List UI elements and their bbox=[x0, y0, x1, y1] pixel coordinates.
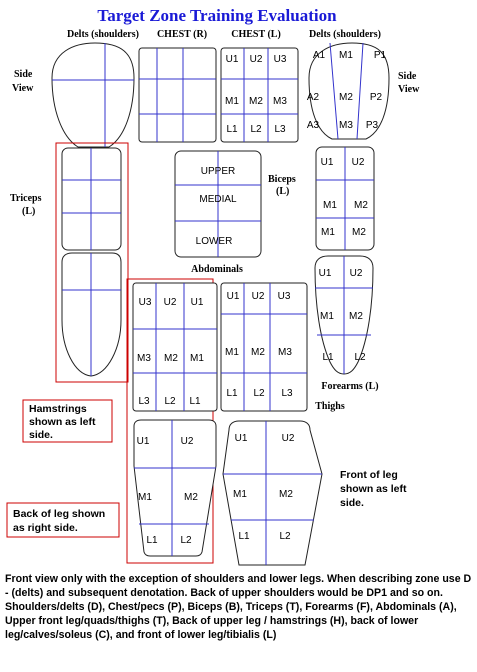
hamstrings-note-line2: shown as left bbox=[29, 416, 96, 428]
calf-cell: M2 bbox=[184, 492, 198, 503]
abs-cell-medial: MEDIAL bbox=[199, 194, 237, 205]
forearms-label: Forearms (L) bbox=[321, 381, 379, 392]
side-view-right-label bbox=[398, 71, 420, 95]
hamstrings-cell: U2 bbox=[163, 297, 177, 308]
hamstrings-note-line3: side. bbox=[29, 429, 53, 441]
delt-right-cell: P1 bbox=[373, 50, 387, 61]
hamstrings-cell: U3 bbox=[138, 297, 152, 308]
thighs-cell: M3 bbox=[278, 347, 292, 358]
delt-right-cell: A2 bbox=[306, 92, 320, 103]
shin-cell: U2 bbox=[281, 433, 295, 444]
shin-cell: L2 bbox=[279, 531, 291, 542]
hamstrings-cell: L2 bbox=[164, 396, 176, 407]
abdominals-label: Abdominals bbox=[191, 264, 243, 275]
back-leg-note bbox=[7, 503, 119, 537]
calf-cell: L2 bbox=[180, 535, 192, 546]
thighs-cell: L3 bbox=[281, 388, 293, 399]
shin-cell: L1 bbox=[238, 531, 250, 542]
delt-right-cell: A1 bbox=[312, 50, 326, 61]
page-title: Target Zone Training Evaluation bbox=[97, 6, 337, 25]
abdominals-box bbox=[175, 151, 261, 257]
biceps-label-line1: Biceps bbox=[268, 174, 296, 185]
header-chest-l: CHEST (L) bbox=[231, 29, 281, 40]
front-leg-note-line1: Front of leg bbox=[340, 469, 398, 481]
delt-right-cell: P3 bbox=[365, 120, 379, 131]
triceps-label-line1: Triceps bbox=[10, 193, 42, 204]
chest-l-cell: M2 bbox=[249, 96, 263, 107]
delt-right-cell: M2 bbox=[339, 92, 353, 103]
hamstrings-note-line1: Hamstrings bbox=[29, 403, 87, 415]
biceps-label-line2: (L) bbox=[276, 186, 290, 197]
biceps-cell: M1 bbox=[323, 200, 337, 211]
forearm-cell: U1 bbox=[318, 268, 332, 279]
hamstrings-cell: M1 bbox=[190, 353, 204, 364]
biceps-cell: M2 bbox=[354, 200, 368, 211]
abs-cell-lower: LOWER bbox=[195, 236, 233, 247]
side-view-left-label bbox=[12, 69, 34, 94]
delt-right-cell: A3 bbox=[306, 120, 320, 131]
header-delts-right: Delts (shoulders) bbox=[309, 29, 381, 40]
header-chest-r: CHEST (R) bbox=[156, 29, 208, 40]
front-leg-note-line2: shown as left bbox=[340, 483, 407, 495]
triceps-lower-shape bbox=[62, 253, 121, 376]
chest-l-cell: U2 bbox=[249, 54, 263, 65]
chest-l-cell: M1 bbox=[225, 96, 239, 107]
chest-l-cell: L1 bbox=[226, 124, 238, 135]
hamstrings-cell: M2 bbox=[164, 353, 178, 364]
thighs-cell: U1 bbox=[226, 291, 240, 302]
chest-l-cell: U3 bbox=[273, 54, 287, 65]
calf-cell: M1 bbox=[138, 492, 152, 503]
thighs-grid bbox=[221, 283, 307, 411]
chest-l-grid bbox=[221, 48, 298, 142]
front-leg-note-line3: side. bbox=[340, 497, 364, 509]
delt-right-cell: P2 bbox=[369, 92, 383, 103]
abs-cell-upper: UPPER bbox=[200, 166, 236, 177]
hamstrings-grid bbox=[133, 283, 217, 411]
biceps-cell: U2 bbox=[351, 157, 365, 168]
footer-notes: Front view only with the exception of shoulders and lower legs. When describing zone use D - (delts) and subsequent denotation. Back of upper shoulders would be DP1 and so on. Shoulders/delts (D), Chest/pecs (P), Biceps (B), Triceps (T), Forearms (F), Abdominals (A), Upper front leg/quads/thighs (T), Back of upper leg / hamstrings (H), back of lower leg/calves/soleus (C), and front of lower leg/tibialis (L) bbox=[5, 573, 472, 641]
shin-cell: M1 bbox=[233, 489, 247, 500]
biceps-cell: U1 bbox=[320, 157, 334, 168]
biceps-shape bbox=[316, 147, 374, 250]
forearm-cell: U2 bbox=[349, 268, 363, 279]
header-delts-left: Delts (shoulders) bbox=[67, 29, 139, 40]
calf-cell: U2 bbox=[180, 436, 194, 447]
side-view-left-line1: Side bbox=[14, 69, 33, 80]
shin-shape bbox=[223, 421, 322, 565]
delt-right-shape bbox=[307, 43, 389, 139]
thighs-label: Thighs bbox=[315, 401, 345, 412]
calf-cell: U1 bbox=[136, 436, 150, 447]
calf-cell: L1 bbox=[146, 535, 158, 546]
chest-r-grid bbox=[139, 48, 216, 142]
forearm-shape bbox=[315, 256, 373, 374]
forearm-cell: L2 bbox=[354, 352, 366, 363]
side-view-right-line1: Side bbox=[398, 71, 417, 82]
thighs-cell: M2 bbox=[251, 347, 265, 358]
thighs-cell: U2 bbox=[251, 291, 265, 302]
chest-l-cell: U1 bbox=[225, 54, 239, 65]
hamstrings-cell: M3 bbox=[137, 353, 151, 364]
forearm-cell: L1 bbox=[322, 352, 334, 363]
thighs-cell: L1 bbox=[226, 388, 238, 399]
triceps-upper-shape bbox=[62, 148, 121, 250]
calf-shape bbox=[134, 420, 216, 556]
forearm-cell: M2 bbox=[349, 311, 363, 322]
triceps-label-line2: (L) bbox=[22, 206, 36, 217]
side-view-right-line2: View bbox=[398, 84, 420, 95]
shin-cell: M2 bbox=[279, 489, 293, 500]
side-view-left-line2: View bbox=[12, 83, 34, 94]
chest-l-cell: L3 bbox=[274, 124, 286, 135]
hamstrings-cell: L1 bbox=[189, 396, 201, 407]
thighs-cell: M1 bbox=[225, 347, 239, 358]
shin-cell: U1 bbox=[234, 433, 248, 444]
biceps-cell: M1 bbox=[321, 227, 335, 238]
thighs-cell: L2 bbox=[253, 388, 265, 399]
delt-right-cell: M3 bbox=[339, 120, 353, 131]
delt-left-shape bbox=[52, 43, 134, 147]
delt-right-cell: M1 bbox=[339, 50, 353, 61]
chest-l-cell: M3 bbox=[273, 96, 287, 107]
hamstrings-note bbox=[23, 400, 112, 442]
chest-l-cell: L2 bbox=[250, 124, 262, 135]
forearm-cell: M1 bbox=[320, 311, 334, 322]
back-leg-note-line1: Back of leg shown bbox=[13, 508, 106, 520]
thighs-cell: U3 bbox=[277, 291, 291, 302]
hamstrings-cell: L3 bbox=[138, 396, 150, 407]
hamstrings-cell: U1 bbox=[190, 297, 204, 308]
back-leg-note-line2: as right side. bbox=[13, 522, 78, 534]
front-leg-note bbox=[340, 469, 407, 509]
biceps-cell: M2 bbox=[352, 227, 366, 238]
